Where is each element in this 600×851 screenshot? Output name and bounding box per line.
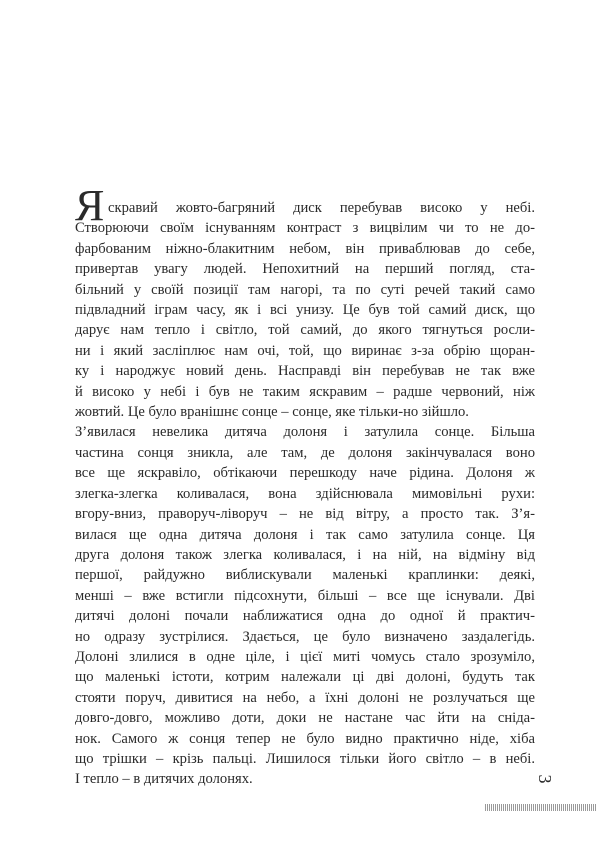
text-line: но одразу зустрілися. Здається, це було визначено заздалегідь. [75,628,535,645]
text-line: друга долоня також злегка коливалася, і на ній, на відміну від [75,546,535,563]
text-line: частина сонця зникла, але там, де долоня закінчувалася воно [75,444,535,461]
decorative-barcode-strip [485,804,597,811]
text-line: фарбованим ніжно-блакитним небом, він приваблював до себе, [75,240,535,257]
text-line: З’явилася невелика дитяча долоня і затулила сонце. Більша [75,424,535,441]
text-line: що трішки – крізь пальці. Лишилося тільки його світло – в небі. [75,750,535,767]
text-line: менші – вже встигли підсохнути, більші – все ще існували. Дві [75,587,535,604]
text-line: все ще яскравіло, обтікаючи перешкоду наче рідина. Долоня ж [75,465,535,482]
text-line: нок. Самого ж сонця тепер не було видно практично ніде, хіба [75,730,535,747]
first-line-text: скравий жовто-багряний диск перебував високо у небі. [108,200,535,216]
text-line: довго-довго, можливо доти, доки не настане час йти на сніда- [75,710,535,727]
text-line: дарує нам тепло і світло, той самий, до якого тягнуться росли- [75,322,535,339]
text-line: Створюючи своїм існуванням контраст з вицвілим чи то не до- [75,220,535,237]
text-line: ку і народжує новий день. Насправді він перебував не так вже [75,363,535,380]
text-line: що маленькі істоти, котрим належали ці дві долоні, будуть так [75,669,535,686]
text-line: першої, райдужно виблискували маленькі краплинки: деякі, [75,567,535,584]
text-line: злегка-злегка коливалася, вона здійснювала мимовільні рухи: [75,485,535,502]
text-line: ни і який засліплює нам очі, той, що виринає з-за обрію щоран- [75,342,535,359]
text-line: Долоні злилися в одне ціле, і цієї миті чомусь стало зрозуміло, [75,648,535,665]
text-line: вгору-вниз, праворуч-ліворуч – не від вітру, а просто так. З’я- [75,506,535,523]
text-line: й високо у небі і був не таким яскравим – радше червоний, ніж [75,383,535,400]
text-line: стояти поруч, дивитися на небо, а їхні долоні не розлучаться ще [75,689,535,706]
drop-cap-letter: Я [75,181,105,230]
text-line: І тепло – в дитячих долонях. [75,771,253,788]
text-line: жовтий. Це було вранішнє сонце – сонце, яке тільки-но зійшло. [75,404,469,421]
story-text [75,181,535,790]
text-line: привертав увагу людей. Непохитний на перший погляд, ста- [75,261,535,278]
text-line: вилася ще одна дитяча долоня і так само затулила сонце. Ця [75,526,535,543]
text-line: підвладний іграм часу, як і всі унизу. Це був той самий диск, що [75,302,535,319]
text-line: дитячі долоні почали наближатися одна до одної й практич- [75,608,535,625]
page-number: 3 [535,774,555,784]
text-line: більний у своїй позиції там нагорі, та по суті речей такий само [75,281,535,298]
